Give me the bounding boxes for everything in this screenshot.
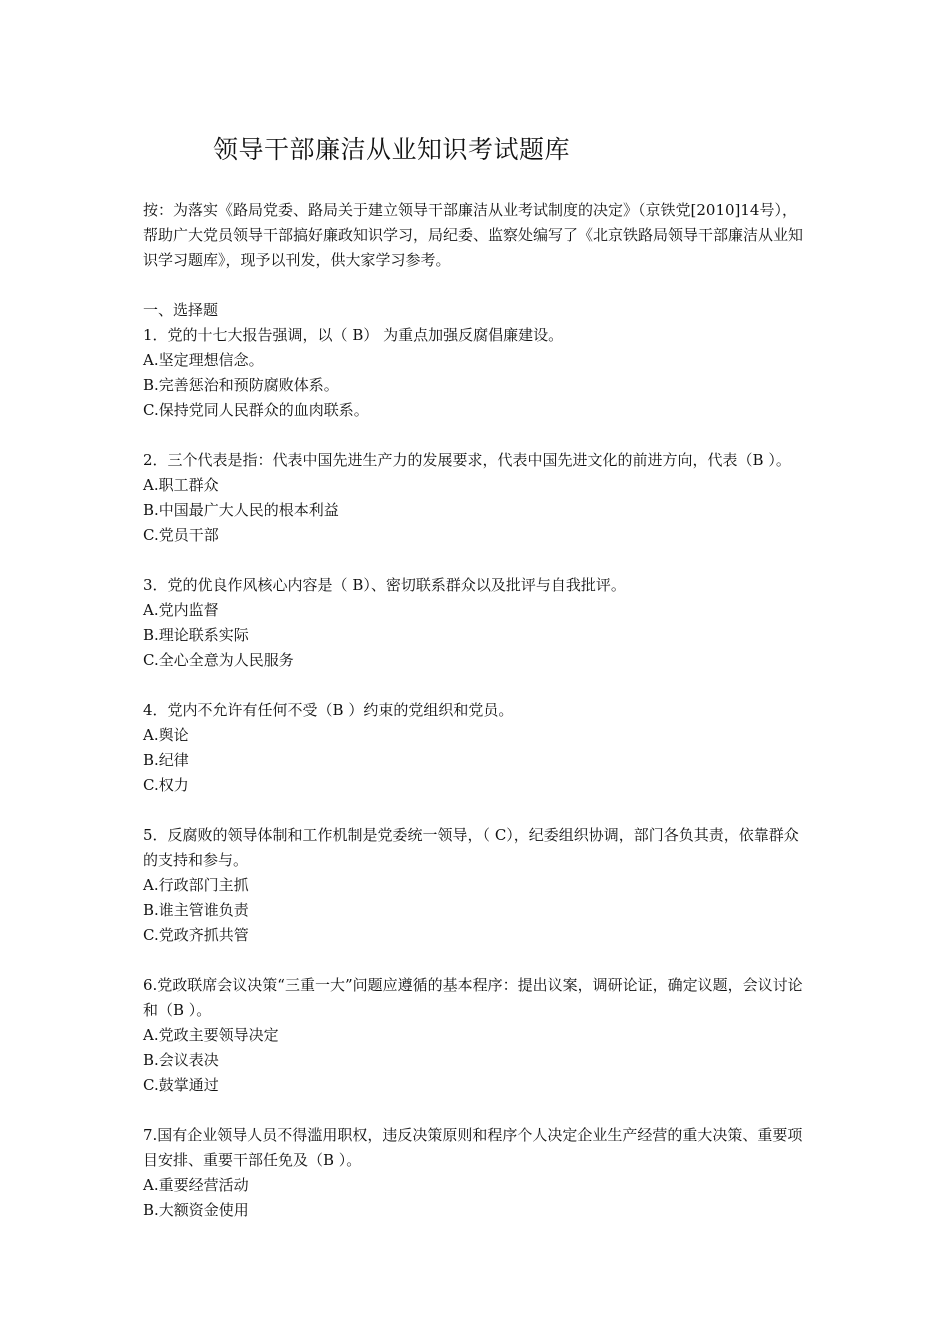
question-text: 5．反腐败的领导体制和工作机制是党委统一领导，（ C），纪委组织协调，部门各负其责，依靠群众的支持和参与。: [143, 826, 799, 869]
answer-option: B.会议表决: [143, 1051, 219, 1069]
question-item: [143, 973, 811, 1098]
answer-option: B.理论联系实际: [143, 626, 249, 644]
question-item: [143, 573, 811, 673]
document-body: [143, 198, 811, 1223]
answer-option: A.党内监督: [143, 601, 219, 619]
answer-option: C.全心全意为人民服务: [143, 651, 294, 669]
answer-option: A.职工群众: [143, 476, 219, 494]
answer-option: C.党员干部: [143, 526, 219, 544]
answer-option: A.重要经营活动: [143, 1176, 249, 1194]
question-item: [143, 323, 811, 423]
answer-option: B.完善惩治和预防腐败体系。: [143, 376, 339, 394]
answer-option: A.坚定理想信念。: [143, 351, 264, 369]
question-text: 3．党的优良作风核心内容是（ B）、密切联系群众以及批评与自我批评。: [143, 576, 626, 594]
answer-option: B.谁主管谁负责: [143, 901, 249, 919]
answer-option: A.舆论: [143, 726, 189, 744]
answer-option: C.党政齐抓共管: [143, 926, 249, 944]
question-text: 6.党政联席会议决策“三重一大”问题应遵循的基本程序：提出议案，调研论证，确定议题，会议讨论和（B ）。: [143, 976, 803, 1019]
answer-option: B.大额资金使用: [143, 1201, 249, 1219]
question-text: 1．党的十七大报告强调，以（ B） 为重点加强反腐倡廉建设。: [143, 326, 564, 344]
question-item: [143, 698, 811, 798]
intro-paragraph: 按：为落实《路局党委、路局关于建立领导干部廉洁从业考试制度的决定》（京铁党[2010]14号），帮助广大党员领导干部搞好廉政知识学习，局纪委、监察处编写了《北京铁路局领导干部廉洁从业知识学习题库》，现予以刊发，供大家学习参考。: [143, 201, 804, 269]
answer-option: A.行政部门主抓: [143, 876, 249, 894]
answer-option: B.纪律: [143, 751, 189, 769]
answer-option: C.鼓掌通过: [143, 1076, 219, 1094]
answer-option: C.权力: [143, 776, 189, 794]
section-title: 一、选择题: [143, 301, 219, 319]
question-item: [143, 1123, 811, 1223]
question-text: 2．三个代表是指：代表中国先进生产力的发展要求，代表中国先进文化的前进方向，代表（B ）。: [143, 451, 791, 469]
question-text: 4．党内不允许有任何不受（B ）约束的党组织和党员。: [143, 701, 514, 719]
answer-option: B.中国最广大人民的根本利益: [143, 501, 339, 519]
document-title: 领导干部廉洁从业知识考试题库: [213, 135, 571, 164]
question-text: 7.国有企业领导人员不得滥用职权，违反决策原则和程序个人决定企业生产经营的重大决策、重要项目安排、重要干部任免及（B ）。: [143, 1126, 803, 1169]
question-list: [143, 323, 811, 1223]
question-item: [143, 823, 811, 948]
answer-option: C.保持党同人民群众的血肉联系。: [143, 401, 369, 419]
answer-option: A.党政主要领导决定: [143, 1026, 279, 1044]
question-item: [143, 448, 811, 548]
